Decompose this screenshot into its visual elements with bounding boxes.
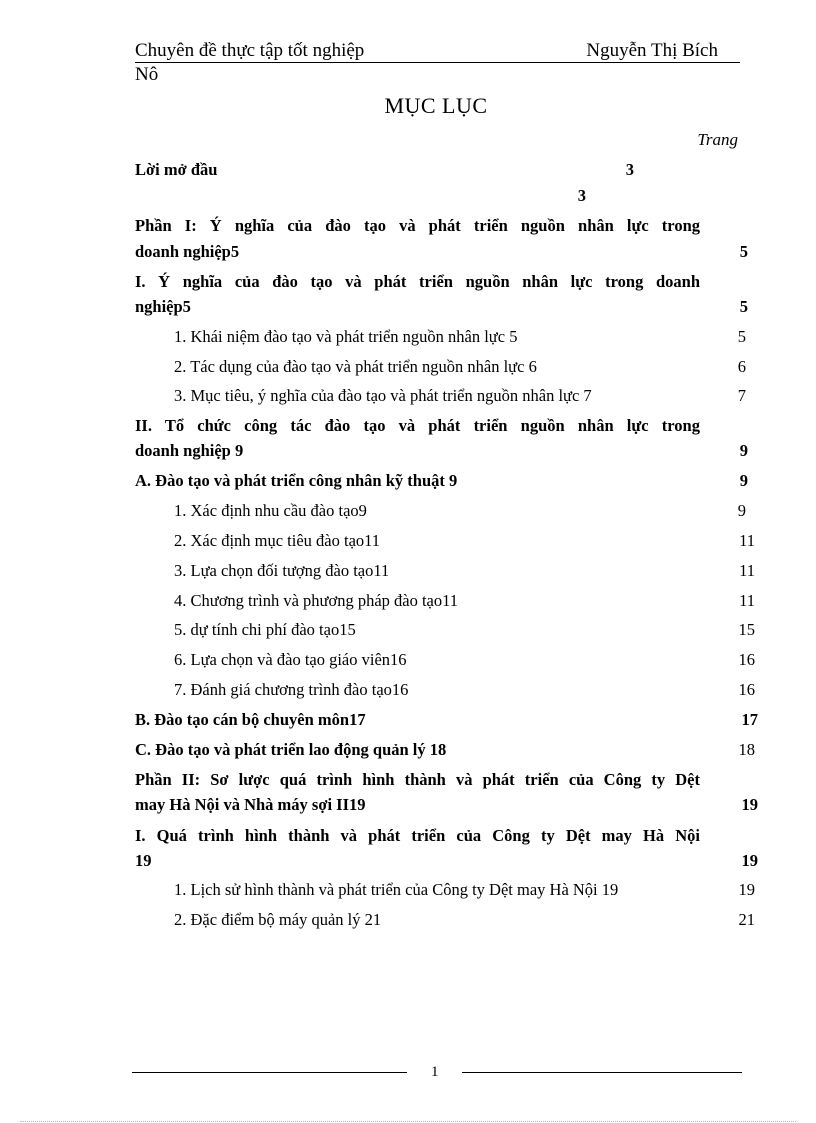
toc-entry-text: 1. Xác định nhu cầu đào tạo9 [174, 501, 367, 520]
toc-entry[interactable] [135, 212, 700, 239]
toc-entry-page: 6 [737, 357, 746, 376]
toc-entry-text: 7. Đánh giá chương trình đào tạo16 [174, 680, 409, 699]
toc-entry-page: 11 [739, 561, 755, 580]
toc-entry-line2: nghiệp5 [135, 297, 191, 316]
toc-entry-page: 9 [737, 501, 746, 520]
toc-entry-line2: may Hà Nội và Nhà máy sợi II19 [135, 795, 366, 814]
toc-entry-line1: Phần I: Ý nghĩa của đào tạo và phát triển nguồn nhân lực trong [135, 216, 700, 235]
toc-entry-page: 3 [625, 160, 634, 179]
toc-entry-line1: I. Ý nghĩa của đào tạo và phát triển nguồn nhân lực trong doanh [135, 272, 700, 291]
toc-entry-line1: I. Quá trình hình thành và phát triển của Công ty Dệt may Hà Nội [135, 826, 700, 845]
toc-entry[interactable] [135, 412, 700, 439]
toc-entry-page: 19 [741, 795, 758, 814]
toc-entry-page: 11 [739, 531, 755, 550]
toc-entry-line1: Phần II: Sơ lược quá trình hình thành và phát triển của Công ty Dệt [135, 770, 700, 789]
toc-entry-page: 5 [739, 242, 748, 261]
footer-rule-right [462, 1072, 742, 1073]
toc-entry-page: 19 [738, 880, 755, 899]
page-number: 1 [431, 1064, 439, 1080]
toc-entry-text: 3. Lựa chọn đối tượng đào tạo11 [174, 561, 390, 580]
toc-entry-line2: 19 [135, 851, 152, 870]
toc-entry-page: 9 [739, 441, 748, 460]
toc-entry-page: 7 [737, 386, 746, 405]
toc-entry-page: 3 [577, 186, 586, 205]
toc-entry-page: 18 [738, 740, 755, 759]
toc-entry[interactable] [135, 268, 700, 295]
page-column-label: Trang [697, 130, 738, 149]
header-continuation: Nô [135, 64, 159, 85]
toc-entry-text: C. Đào tạo và phát triển lao động quản lý 18 [135, 740, 447, 759]
toc-entry-page: 17 [741, 710, 758, 729]
toc-entry-text: 5. dự tính chi phí đào tạo15 [174, 620, 356, 639]
toc-entry-page: 15 [738, 620, 755, 639]
toc-entry-page: 5 [737, 327, 746, 346]
toc-entry-text: 2. Xác định mục tiêu đào tạo11 [174, 531, 381, 550]
toc-entry-text: 2. Tác dụng của đào tạo và phát triển nguồn nhân lực 6 [174, 357, 537, 376]
toc-entry-text: 1. Lịch sử hình thành và phát triển của Công ty Dệt may Hà Nội 19 [174, 880, 619, 899]
toc-entry-text: A. Đào tạo và phát triển công nhân kỹ thuật 9 [135, 471, 458, 490]
toc-entry-text: 6. Lựa chọn và đào tạo giáo viên16 [174, 650, 407, 669]
toc-entry-line1: II. Tổ chức công tác đào tạo và phát triển nguồn nhân lực trong [135, 416, 700, 435]
toc-entry-line2: doanh nghiệp 9 [135, 441, 244, 460]
toc-entry-page: 11 [739, 591, 755, 610]
toc-entry-page: 16 [738, 650, 755, 669]
toc-entry-page: 19 [741, 851, 758, 870]
running-header [135, 40, 740, 63]
footer-rule-left [132, 1072, 407, 1073]
toc-entry-page: 9 [739, 471, 748, 490]
page-title: MỤC LỤC [384, 93, 488, 118]
page-edge-divider [20, 1121, 796, 1122]
header-right: Nguyễn Thị Bích [586, 40, 718, 61]
header-left: Chuyên đề thực tập tốt nghiệp [135, 40, 365, 61]
toc-entry-page: 16 [738, 680, 755, 699]
toc-entry-page: 5 [739, 297, 748, 316]
toc-entry-text: Lời mở đầu [135, 160, 218, 179]
toc-entry[interactable] [135, 822, 700, 849]
toc-entry-page: 21 [738, 910, 755, 929]
toc-entry-text: 4. Chương trình và phương pháp đào tạo11 [174, 591, 459, 610]
toc-entry-text: 2. Đặc điểm bộ máy quản lý 21 [174, 910, 382, 929]
toc-entry-line2: doanh nghiệp5 [135, 242, 240, 261]
toc-entry-text: 3. Mục tiêu, ý nghĩa của đào tạo và phát triển nguồn nhân lực 7 [174, 386, 592, 405]
toc-entry-text: 1. Khái niệm đào tạo và phát triển nguồn nhân lực 5 [174, 327, 518, 346]
toc-entry[interactable] [135, 766, 700, 793]
toc-entry-text: B. Đào tạo cán bộ chuyên môn17 [135, 710, 366, 729]
